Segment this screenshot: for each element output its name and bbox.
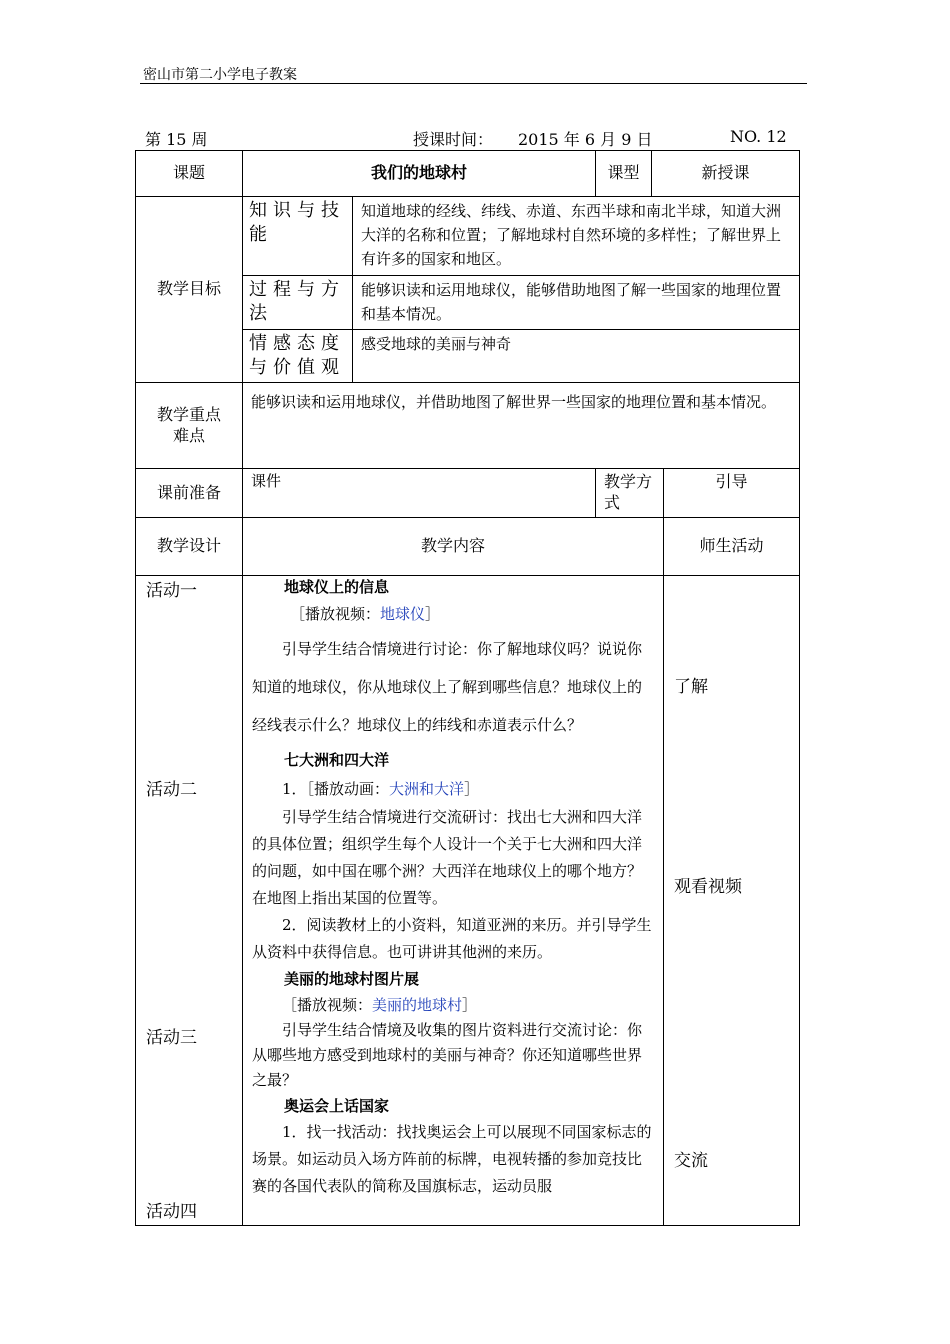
- design-label: 教学设计: [136, 517, 243, 575]
- lesson-plan-table: [135, 150, 800, 1226]
- activities-column: [136, 575, 243, 1225]
- section-1-video-prefix: ［播放视频：: [290, 604, 381, 623]
- topic-value: 我们的地球村: [243, 151, 596, 197]
- activity-3-label: 活动三: [146, 1027, 197, 1048]
- section-1-title: 地球仪上的信息: [284, 577, 390, 596]
- animation-link-continents[interactable]: 大洲和大洋: [389, 779, 465, 798]
- section-2-text-2: 2．阅读教材上的小资料，知道亚洲的来历。并引导学生从资料中获得信息。也可讲讲其他洲的来历。: [252, 915, 652, 961]
- section-2-anim-suffix: ］: [464, 779, 480, 798]
- date-value: 2015 年 6 月 9 日: [518, 130, 653, 149]
- prep-label: 课前准备: [136, 469, 243, 518]
- section-1-video-suffix: ］: [425, 604, 441, 623]
- header-school: 密山市第二小学电子教案: [143, 67, 297, 83]
- type-value: 新授课: [652, 151, 800, 197]
- side-activity-3: 交流: [674, 1150, 708, 1171]
- section-3-text: 引导学生结合情境及收集的图片资料进行交流讨论：你从哪些地方感受到地球村的美丽与神奇？你还知道哪些世界之最？: [252, 1020, 643, 1089]
- activity-2-label: 活动二: [146, 779, 197, 800]
- week-label: 第 15 周: [145, 130, 208, 149]
- section-1-text: 引导学生结合情境进行讨论：你了解地球仪吗？说说你知道的地球仪，你从地球仪上了解到哪些信息？地球仪上的经线表示什么？地球仪上的纬线和赤道表示什么？: [252, 639, 643, 734]
- side-activity-1: 了解: [674, 676, 708, 697]
- section-3-video-suffix: ］: [462, 995, 478, 1014]
- key-points-label: 教学重点难点: [136, 383, 243, 469]
- objective-label-process: 过程与方法: [243, 276, 353, 330]
- time-label: 授课时间：: [413, 130, 494, 149]
- method-value: 引导: [664, 469, 800, 518]
- type-label: 课型: [596, 151, 652, 197]
- header-rule: [140, 83, 807, 84]
- section-2-anim: [252, 774, 655, 804]
- objective-label-knowledge: 知识与技能: [243, 197, 353, 276]
- objective-text-process: 能够识读和运用地球仪，能够借助地图了解一些国家的地理位置和基本情况。: [353, 276, 800, 330]
- objective-text-knowledge: 知道地球的经线、纬线、赤道、东西半球和南北半球，知道大洲大洋的名称和位置；了解地球村自然环境的多样性；了解世界上有许多的国家和地区。: [353, 197, 800, 276]
- teaching-content: [243, 575, 664, 1225]
- activity-header: 师生活动: [664, 517, 800, 575]
- teacher-student-activities: [664, 575, 800, 1225]
- content-header: 教学内容: [243, 517, 664, 575]
- section-4-text: 1．找一找活动：找找奥运会上可以展现不同国家标志的场景。如运动员入场方阵前的标牌，电视转播的参加竞技比赛的各国代表队的简称及国旗标志，运动员服: [252, 1122, 652, 1195]
- video-link-globe[interactable]: 地球仪: [380, 604, 426, 623]
- objectives-label: 教学目标: [136, 197, 243, 383]
- prep-value: 课件: [243, 469, 596, 518]
- key-points-text: 能够识读和运用地球仪，并借助地图了解世界一些国家的地理位置和基本情况。: [243, 383, 800, 469]
- section-1-video: [252, 598, 655, 630]
- section-2-text-1: 引导学生结合情境进行交流研讨：找出七大洲和四大洋的具体位置；组织学生每个人设计一个关于七大洲和四大洋的问题，如中国在哪个洲？大西洋在地球仪上的哪个地方？在地图上指出某国的位置等。: [252, 807, 643, 907]
- section-4-title: 奥运会上话国家: [284, 1096, 390, 1115]
- objective-text-attitude: 感受地球的美丽与神奇: [353, 329, 800, 383]
- video-link-beautiful-village[interactable]: 美丽的地球村: [372, 995, 463, 1014]
- section-3-video-prefix: ［播放视频：: [282, 995, 373, 1014]
- topic-label: 课题: [136, 151, 243, 197]
- activity-4-label: 活动四: [146, 1201, 197, 1222]
- section-3-video: [252, 992, 655, 1018]
- section-2-anim-prefix: 1．［播放动画：: [282, 779, 390, 798]
- section-3-title: 美丽的地球村图片展: [284, 969, 420, 988]
- side-activity-2: 观看视频: [674, 876, 742, 897]
- lesson-number: NO. 12: [730, 127, 787, 146]
- objective-label-attitude: 情感态度与价值观: [243, 329, 353, 383]
- section-2-title: 七大洲和四大洋: [284, 750, 390, 769]
- method-label: 教学方式: [596, 469, 664, 518]
- activity-1-label: 活动一: [146, 580, 197, 601]
